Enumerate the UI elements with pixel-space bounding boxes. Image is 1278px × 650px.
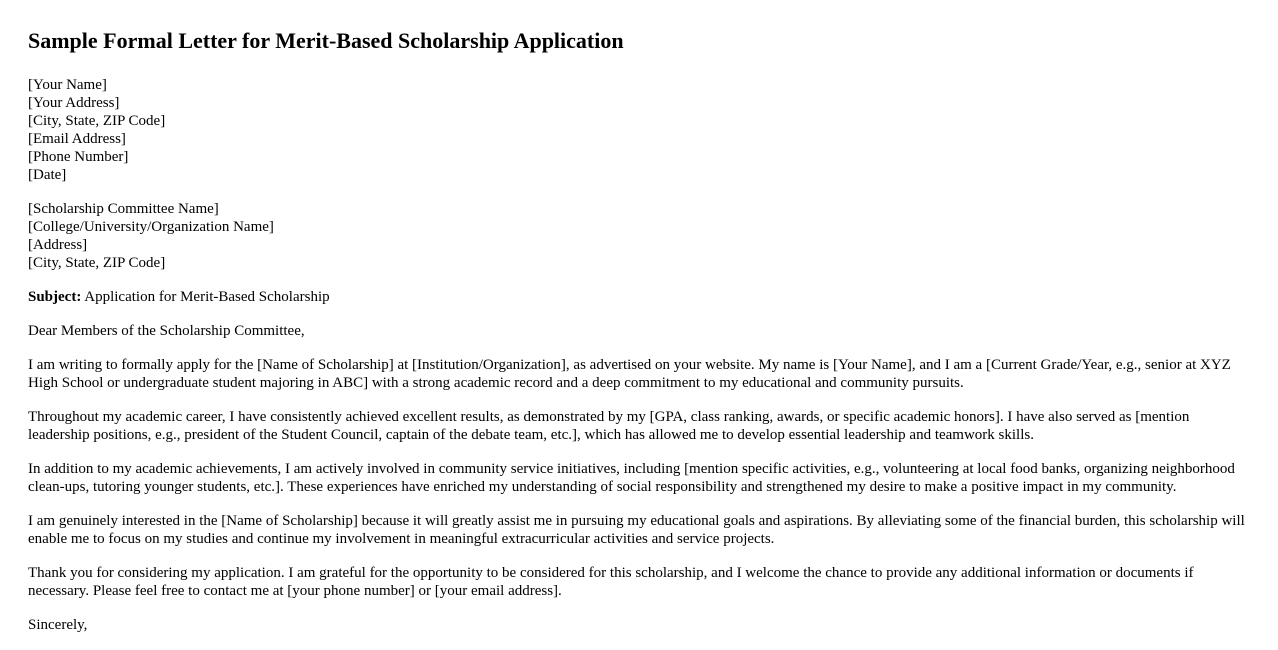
page-title: Sample Formal Letter for Merit-Based Scholarship Application (28, 28, 624, 53)
subject-label: Subject: (28, 289, 82, 305)
body-paragraph-2: Throughout my academic career, I have consistently achieved excellent results, as demonstrated by my [GPA, class ranking, awards, or specific academic honors]. I have also served as [mention leadership positions, e.g., president of the Student Council, captain of the debate team, etc.], which has allowed me to develop essential leadership and teamwork skills. (28, 409, 1190, 443)
salutation: Dear Members of the Scholarship Committee, (28, 323, 305, 339)
letter-date: [Date] (28, 167, 67, 183)
body-paragraph-3: In addition to my academic achievements, I am actively involved in community service initiatives, including [mention specific activities, e.g., volunteering at local food banks, organizing neighborhood clean-ups, tutoring younger students, etc.]. These experiences have enriched my understanding of social responsibility and strengthened my desire to make a positive impact in my community. (28, 461, 1235, 495)
sender-address: [Your Address] (28, 95, 120, 111)
subject-line (28, 288, 1250, 306)
recipient-committee-name: [Scholarship Committee Name] (28, 201, 219, 217)
sender-address-block (28, 76, 1250, 184)
recipient-address: [Address] (28, 237, 88, 253)
recipient-city-state-zip: [City, State, ZIP Code] (28, 255, 166, 271)
sender-phone: [Phone Number] (28, 149, 129, 165)
closing: Sincerely, (28, 617, 88, 633)
body-paragraph-5: Thank you for considering my application. I am grateful for the opportunity to be considered for this scholarship, and I welcome the chance to provide any additional information or documents if necessary. Please feel free to contact me at [your phone number] or [your email address]. (28, 565, 1194, 599)
body-paragraph-1: I am writing to formally apply for the [Name of Scholarship] at [Institution/Organization], as advertised on your website. My name is [Your Name], and I am a [Current Grade/Year, e.g., senior at XYZ High School or undergraduate student majoring in ABC] with a strong academic record and a deep commitment to my educational and community pursuits. (28, 357, 1231, 391)
recipient-address-block (28, 200, 1250, 272)
subject-text: Application for Merit-Based Scholarship (84, 289, 330, 305)
sender-email: [Email Address] (28, 131, 126, 147)
sender-city-state-zip: [City, State, ZIP Code] (28, 113, 166, 129)
recipient-organization-name: [College/University/Organization Name] (28, 219, 274, 235)
sender-name: [Your Name] (28, 77, 107, 93)
body-paragraph-4: I am genuinely interested in the [Name of Scholarship] because it will greatly assist me in pursuing my educational goals and aspirations. By alleviating some of the financial burden, this scholarship will enable me to focus on my studies and continue my involvement in meaningful extracurricular activities and service projects. (28, 513, 1245, 547)
